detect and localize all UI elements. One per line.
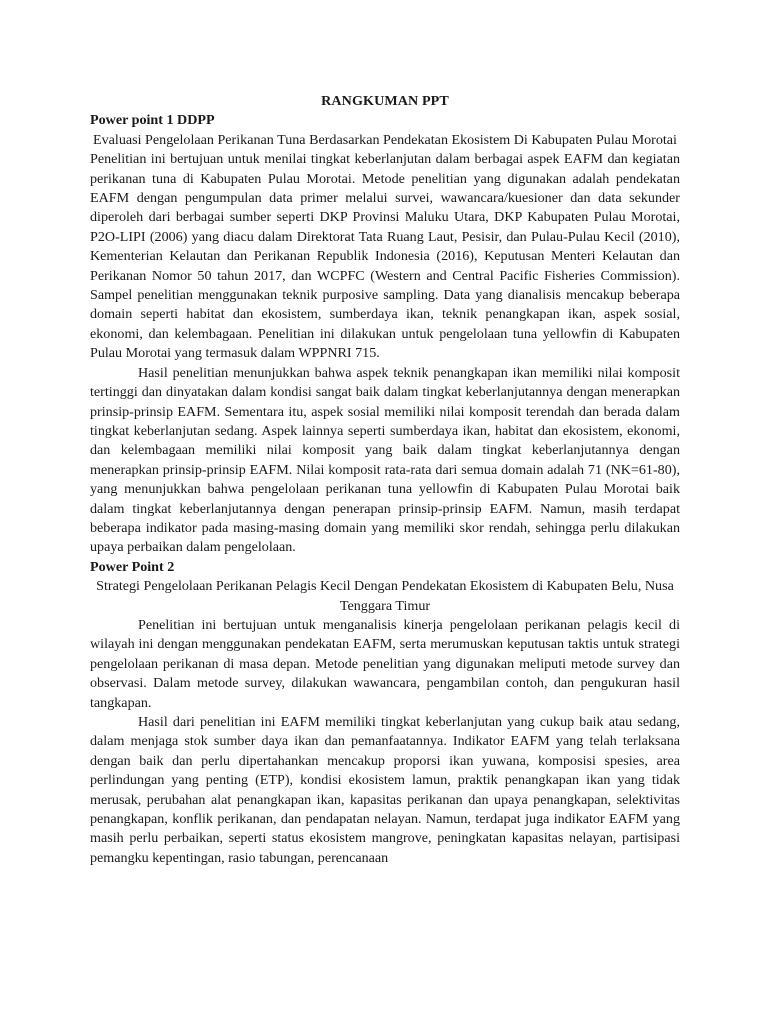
section-1-paragraph-2: Hasil penelitian menunjukkan bahwa aspek teknik penangkapan ikan memiliki nilai komposit tertinggi dan dinyatakan dalam kondisi sangat baik dalam tingkat keberlanjutannya dengan menerapkan prinsip-prinsip EAFM. Sementara itu, aspek sosial memiliki nilai komposit terendah dan berada dalam tingkat keberlanjutan sedang. Aspek lainnya seperti sumberdaya ikan, habitat dan ekosistem, ekonomi, dan kelembagaan memiliki nilai komposit yang baik dalam tingkat keberlanjutannya dengan menerapkan prinsip-prinsip EAFM. Nilai komposit rata-rata dari semua domain adalah 71 (NK=61-80), yang menunjukkan bahwa pengelolaan perikanan tuna yellowfin di Kabupaten Pulau Morotai baik dalam tingkat keberlanjutannya dengan penerapan prinsip-prinsip EAFM. Namun, masih terdapat beberapa indikator pada masing-masing domain yang memiliki skor rendah, sehingga perlu dilakukan upaya perbaikan dalam pengelolaan. [90,364,680,556]
section-2-subtitle: Strategi Pengelolaan Perikanan Pelagis Kecil Dengan Pendekatan Ekosistem di Kabupaten Belu, Nusa Tenggara Timur [96,578,674,614]
section-1-paragraph-1: Penelitian ini bertujuan untuk menilai tingkat keberlanjutan dalam berbagai aspek EAFM dan kegiatan perikanan tuna di Kabupaten Pulau Morotai. Metode penelitian yang digunakan adalah pendekatan EAFM dengan pengumpulan data primer melalui survei, wawancara/kuesioner dan data sekunder diperoleh dari berbagai sumber seperti DKP Provinsi Maluku Utara, DKP Kabupaten Pulau Morotai, P2O-LIPI (2006) yang diacu dalam Direktorat Tata Ruang Laut, Pesisir, dan Pulau-Pulau Kecil (2010), Kementerian Kelautan dan Perikanan Republik Indonesia (2016), Keputusan Menteri Kelautan dan Perikanan Nomor 50 tahun 2017, dan WCPFC (Western and Central Pacific Fisheries Commission). Sampel penelitian menggunakan teknik purposive sampling. Data yang dianalisis mencakup beberapa domain seperti habitat dan ekosistem, sumberdaya ikan, teknik penangkapan ikan, aspek sosial, ekonomi, dan kelembagaan. Penelitian ini dilakukan untuk pengelolaan tuna yellowfin di Kabupaten Pulau Morotai yang termasuk dalam WPPNRI 715. [90,151,680,362]
section-2-heading: Power Point 2 [90,558,175,575]
document-title: RANGKUMAN PPT [321,93,449,109]
section-1-heading: Power point 1 DDPP [90,112,215,129]
section-2-paragraph-1: Penelitian ini bertujuan untuk menganalisis kinerja pengelolaan perikanan pelagis kecil di wilayah ini dengan menggunakan pendekatan EAFM, serta merumuskan keputusan taktis untuk strategi pengelolaan perikanan di masa depan. Metode penelitian yang digunakan meliputi metode survey dan observasi. Dalam metode survey, dilakukan wawancara, pengambilan contoh, dan pengukuran hasil tangkapan. [90,616,680,711]
section-1-subtitle: Evaluasi Pengelolaan Perikanan Tuna Berdasarkan Pendekatan Ekosistem Di Kabupaten Pulau Morotai [93,131,677,148]
section-2-paragraph-2: Hasil dari penelitian ini EAFM memiliki tingkat keberlanjutan yang cukup baik atau sedang, dalam menjaga stok sumber daya ikan dan pemanfaatannya. Indikator EAFM yang telah terlaksana dengan baik dan perlu dipertahankan mencakup proporsi ikan yuwana, komposisi spesies, area perlindungan yang penting (ETP), kondisi ekosistem lamun, praktik penangkapan ikan yang tidak merusak, perubahan alat penangkapan ikan, kapasitas perikanan dan upaya penangkapan, selektivitas penangkapan, konflik perikanan, dan pendapatan nelayan. Namun, terdapat juga indikator EAFM yang masih perlu perbaikan, seperti status ekosistem mangrove, peningkatan kapasitas nelayan, partisipasi pemangku kepentingan, rasio tabungan, perencanaan [90,714,680,866]
